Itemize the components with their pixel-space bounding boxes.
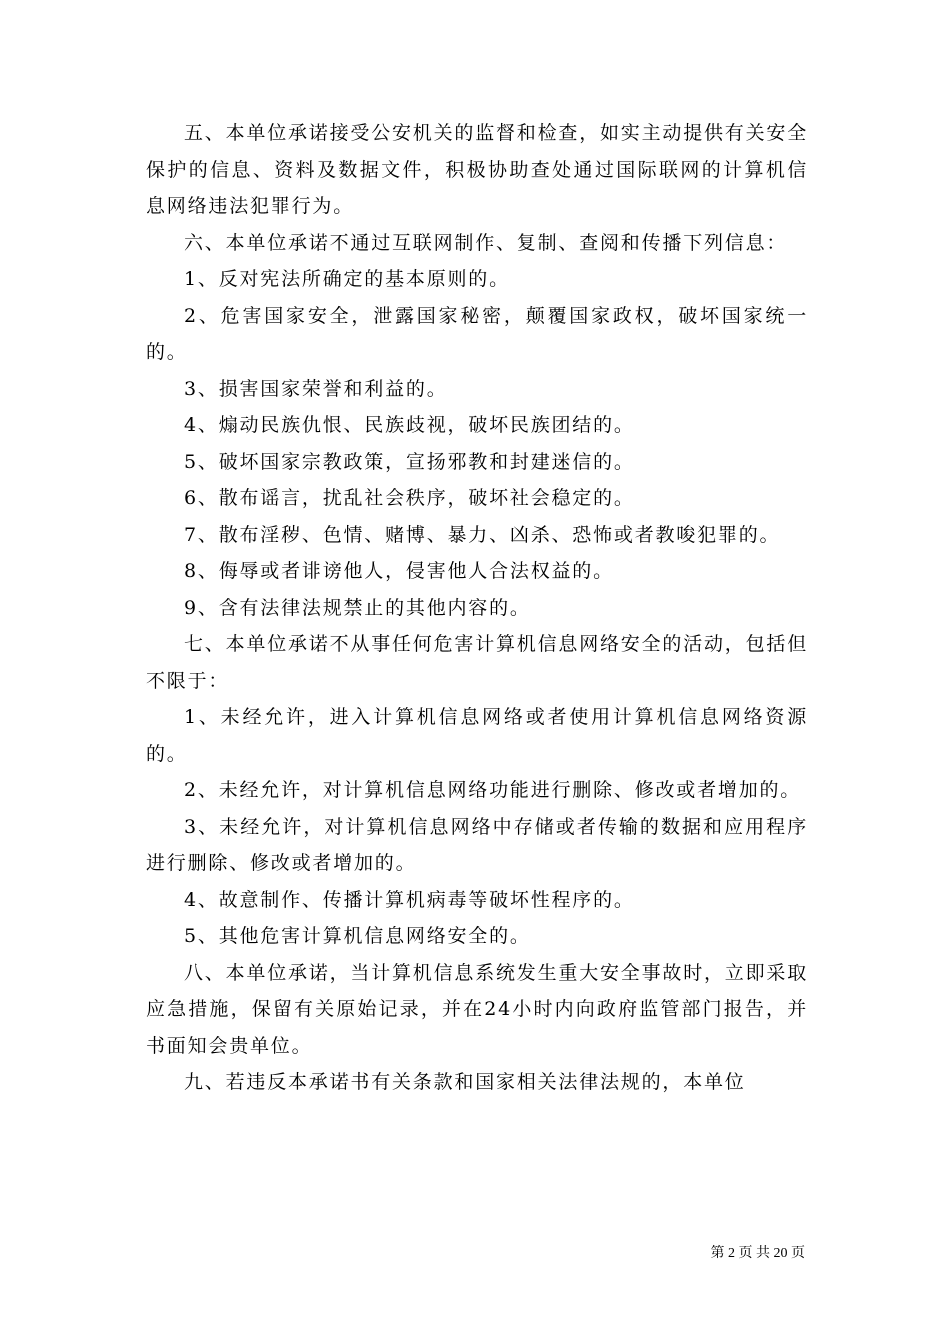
page-number-footer: 第 2 页 共 20 页 [710, 1246, 805, 1261]
document-body [146, 115, 808, 1101]
clause-7-item-2: 2、未经允许，对计算机信息网络功能进行删除、修改或者增加的。 [184, 779, 802, 801]
clause-6-item-8: 8、侮辱或者诽谤他人，侵害他人合法权益的。 [184, 560, 614, 582]
clause-9-paragraph: 九、若违反本承诺书有关条款和国家相关法律法规的，本单位 [184, 1071, 746, 1093]
clause-6-item-1: 1、反对宪法所确定的基本原则的。 [184, 268, 510, 290]
clause-7-item-5: 5、其他危害计算机信息网络安全的。 [184, 925, 531, 947]
clause-6-item-2: 2、危害国家安全，泄露国家秘密，颠覆国家政权，破坏国家统一的。 [146, 304, 808, 363]
clause-7-item-1: 1、未经允许，进入计算机信息网络或者使用计算机信息网络资源的。 [146, 706, 808, 765]
clause-6-item-4: 4、煽动民族仇恨、民族歧视，破坏民族团结的。 [184, 414, 635, 436]
clause-6-item-3: 3、损害国家荣誉和利益的。 [184, 377, 448, 400]
clause-8-paragraph: 八、本单位承诺，当计算机信息系统发生重大安全事故时，立即采取应急措施，保留有关原始记录，并在24小时内向政府监管部门报告，并书面知会贵单位。 [146, 961, 809, 1057]
clause-6-item-6: 6、散布谣言，扰乱社会秩序，破坏社会稳定的。 [184, 487, 635, 509]
clause-7-item-4: 4、故意制作、传播计算机病毒等破坏性程序的。 [184, 888, 635, 911]
clause-6-paragraph: 六、本单位承诺不通过互联网制作、复制、查阅和传播下列信息： [184, 231, 788, 254]
clause-6-item-9: 9、含有法律法规禁止的其他内容的。 [184, 596, 531, 619]
clause-7-item-3: 3、未经允许，对计算机信息网络中存储或者传输的数据和应用程序进行删除、修改或者增加的。 [146, 815, 808, 874]
clause-6-item-5: 5、破坏国家宗教政策，宣扬邪教和封建迷信的。 [184, 450, 635, 473]
clause-7-paragraph: 七、本单位承诺不从事任何危害计算机信息网络安全的活动，包括但不限于： [146, 633, 809, 692]
clause-5-paragraph: 五、本单位承诺接受公安机关的监督和检查，如实主动提供有关安全保护的信息、资料及数据文件，积极协助查处通过国际联网的计算机信息网络违法犯罪行为。 [146, 122, 809, 217]
clause-6-item-7: 7、散布淫秽、色情、赌博、暴力、凶杀、恐怖或者教唆犯罪的。 [184, 523, 781, 546]
